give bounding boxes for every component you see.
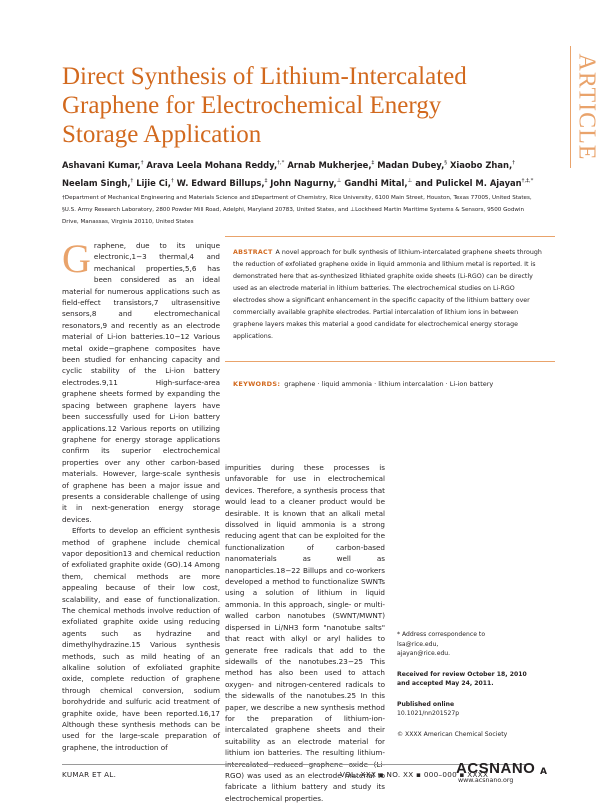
paper-title: Direct Synthesis of Lithium-Intercalated Graphene for Electrochemical Energy Storage Application [62,63,467,148]
author[interactable]: Ashavani Kumar,† [62,159,144,170]
journal-url[interactable]: www.acsnano.org [458,777,514,784]
abstract-label: ABSTRACT [233,249,273,256]
drop-cap: G [62,236,91,281]
email-link[interactable]: ajayan@rice.edu. [397,650,451,657]
article-info-sidebar [397,630,547,750]
author[interactable]: Arnab Mukherjee,‡ [287,159,375,170]
email-link[interactable]: lsa@rice.edu, [397,640,439,648]
body-paragraph: impurities during these processes is unfavorable for use in electrochemical devices. Therefore, a synthesis process that would lead to a cleaner product would be desirable. It is known that an alkali metal dissolved in liquid ammonia is a strong reducing agent that can be exploited for the functionalization of carbon-based nanomaterials as well as nanoparticles.18−22 Billups and co-workers developed a method to functionalize SWNTs using a solution of lithium in liquid ammonia. In this approach, single- or multi-walled carbon nanotubes (SWNT/MWNT) dispersed in Li/NH3 form "nanotube salts" that react with alkyl or aryl halides to generate free radicals that add to the sidewalls of the nanotubes.23−25 This method has also been used to attach oxygen- and nitrogen-centered radicals to the sidewalls of the nanotubes.25 In this paper, we describe a new synthesis method for the preparation of lithium-ion-intercalated graphene sheets and their suitability as an electrode material for lithium ion batteries. The resulting lithium-intercalated reduced graphene oxide (Li-RGO) was used as an electrode material to fabricate a lithium battery and study its electrochemical properties. [225,463,385,803]
volume-info: VOL. XXX ▪ NO. XX ▪ 000–000 ▪ XXXX [340,770,489,779]
body-paragraph: Graphene, due to its unique electronic,1−3 thermal,4 and mechanical properties,5,6 has been considered as an ideal material for numerous applications such as field-effect transistors,7 ultrasensitive sensors,8 and electromechanical resonators,9 and recently as an electrode material of Li-ion batteries.10−12 Various metal oxide−graphene composites have been studied for enhancing capacity and cyclic stability of the Li-ion battery electrodes.9,11 High-surface-area graphene sheets formed by expanding the spacing between graphene layers have been successfully used for Li-ion battery applications.12 Various reports on utilizing graphene for energy storage applications confirm its superior electrochemical properties over any other carbon-based materials. However, large-scale synthesis of graphene has been a major issue and presents a considerable challenge of using it in next-generation energy storage devices. [62,236,220,524]
keywords-label: KEYWORDS: [233,380,281,388]
author[interactable]: W. Edward Billups,‡ [176,177,268,188]
author[interactable]: Gandhi Mital,⊥ [344,177,413,188]
author-list [62,155,542,191]
received-dates: Received for review October 18, 2010 and accepted May 24, 2011. [397,670,527,687]
author[interactable]: Xiaobo Zhan,† [449,159,515,170]
body-column-2 [225,462,385,804]
running-author: KUMAR ET AL. [62,770,117,779]
keywords [233,379,555,389]
doi-link[interactable]: 10.1021/nn201527p [397,710,460,717]
copyright: © XXXX American Chemical Society [397,730,508,738]
author[interactable]: John Nagurny,⊥ [270,177,342,188]
page-number: A [540,767,547,777]
abstract: ABSTRACT A novel approach for bulk synthesis of lithium-intercalated graphene sheets through the reduction of exfoliated graphene oxide in liquid ammonia and lithium metal is reported. It is demonstrated here that as-synthesized lithiated graphite oxide sheets (Li-RGO) can be directly used as an electrode material in lithium batteries. The electrochemical studies on Li-RGO electrodes show a significant enhancement in the specific capacity of the lithium battery over commercially available graphite electrodes. Partial intercalation of lithium ions in between graphene layers makes this material a good candidate for electrochemical energy storage applications. [233,249,542,340]
keywords-list: graphene · liquid ammonia · lithium intercalation · Li-ion battery [284,380,494,388]
journal-logo: ACSNANO [456,760,536,777]
published-info: Published online 10.1021/nn201527p [397,700,547,719]
author[interactable]: Lijie Ci,† [136,177,174,188]
article-tab-label: ARTICLE [573,53,599,161]
article-section-tab [570,46,600,168]
abstract-box [225,236,555,362]
body-column-1 [62,236,220,753]
body-paragraph: Efforts to develop an efficient synthesis method of graphene include chemical vapor deposition13 and chemical reduction of exfoliated graphite oxide (GO).14 Among them, chemical methods are more appealing because of their low cost, scalability, and ease of functionalization. The chemical methods involve reduction of exfoliated graphite oxide using reducing agents such as hydrazine and dimethylhydrazine.15 Various synthesis methods, such as mild heating of an alkaline solution of exfoliated graphite oxide, complete reduction of graphene through chemical conversion, sodium borohydride and sulfuric acid treatment of graphite oxide, have been reported.16,17 Although these synthesis methods can be used for the large-scale preparation of graphene, the introduction of [62,526,220,752]
affiliations: †Department of Mechanical Engineering and Materials Science and ‡Department of Chemistry, Rice University, 6100 Main Street, Houston, Texas 77005, United States, §U.S. Army Research Laboratory, 2800 Powder Mill Road, Adelphi, Maryland 20783, United States, and ⊥Lockheed Martin Maritime Systems & Sensors, 9500 Godwin Drive, Manassas, Virginia 20110, United States [62,195,532,225]
author[interactable]: Arava Leela Mohana Reddy,†,* [146,159,285,170]
author[interactable]: Madan Dubey,§ [377,159,448,170]
author[interactable]: Neelam Singh,† [62,177,134,188]
correspondence: * Address correspondence to lsa@rice.edu, ajayan@rice.edu. [397,630,547,659]
author[interactable]: and Pulickel M. Ajayan†,‡,* [415,177,534,188]
